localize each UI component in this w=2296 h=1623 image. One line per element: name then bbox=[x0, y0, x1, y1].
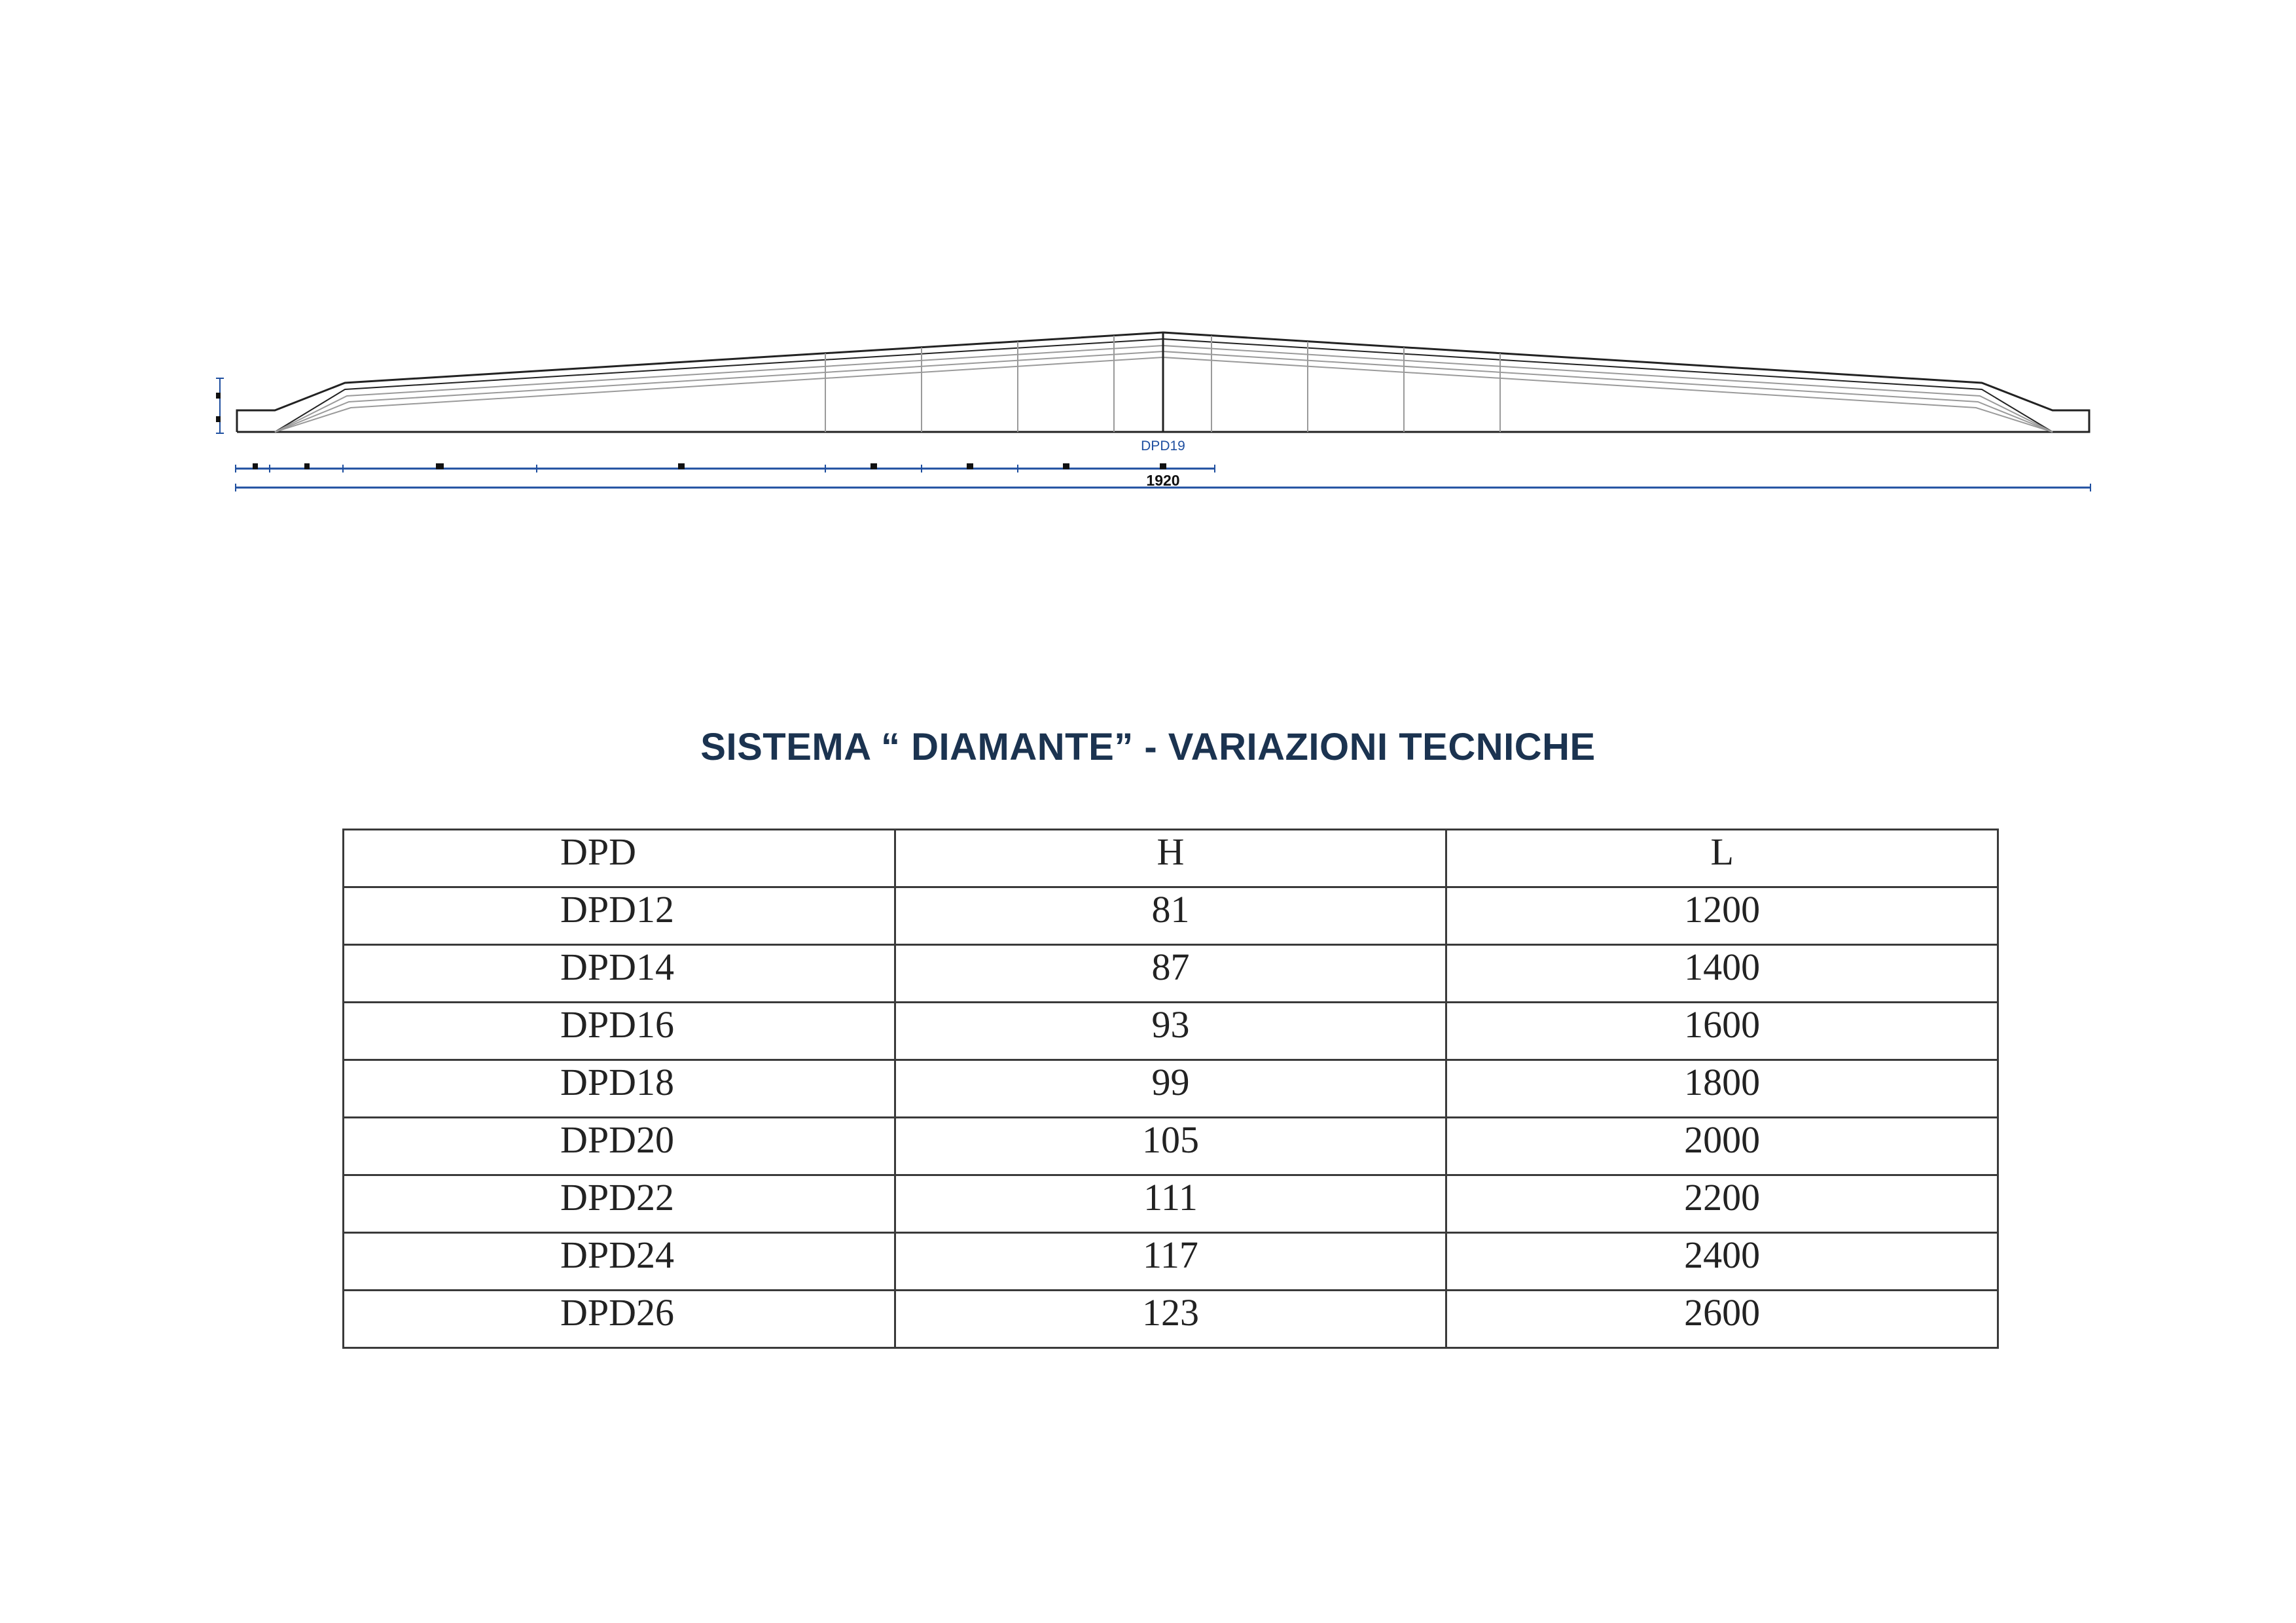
cell-dpd: DPD18 bbox=[344, 1060, 895, 1118]
header-h: H bbox=[895, 830, 1446, 887]
height-dimension bbox=[216, 378, 224, 433]
cell-l: 2200 bbox=[1446, 1175, 1998, 1233]
table-header-row bbox=[344, 830, 1998, 887]
table-body bbox=[344, 887, 1998, 1348]
cell-h: 117 bbox=[895, 1233, 1446, 1291]
header-l: L bbox=[1446, 830, 1998, 887]
cell-l: 1400 bbox=[1446, 945, 1998, 1003]
technical-drawing bbox=[0, 0, 2296, 524]
cell-l: 2000 bbox=[1446, 1118, 1998, 1175]
cell-h: 81 bbox=[895, 887, 1446, 945]
variations-table bbox=[342, 829, 1999, 1349]
cell-h: 123 bbox=[895, 1291, 1446, 1348]
profile-label: DPD19 bbox=[1141, 438, 1185, 454]
table-row bbox=[344, 1003, 1998, 1060]
cell-l: 1600 bbox=[1446, 1003, 1998, 1060]
cell-h: 111 bbox=[895, 1175, 1446, 1233]
table-row bbox=[344, 1118, 1998, 1175]
cell-h: 87 bbox=[895, 945, 1446, 1003]
cell-dpd: DPD20 bbox=[344, 1118, 895, 1175]
cell-dpd: DPD22 bbox=[344, 1175, 895, 1233]
cell-l: 2400 bbox=[1446, 1233, 1998, 1291]
cell-h: 93 bbox=[895, 1003, 1446, 1060]
page-title: SISTEMA “ DIAMANTE” - VARIAZIONI TECNICHE bbox=[700, 726, 1596, 768]
table-row bbox=[344, 945, 1998, 1003]
cell-dpd: DPD16 bbox=[344, 1003, 895, 1060]
cell-dpd: DPD26 bbox=[344, 1291, 895, 1348]
header-dpd: DPD bbox=[344, 830, 895, 887]
cell-dpd: DPD12 bbox=[344, 887, 895, 945]
total-length-label: 1920 bbox=[1146, 472, 1180, 489]
cell-h: 99 bbox=[895, 1060, 1446, 1118]
height-mark-1 bbox=[216, 393, 221, 399]
cell-h: 105 bbox=[895, 1118, 1446, 1175]
table-row bbox=[344, 1060, 1998, 1118]
height-mark-2 bbox=[216, 416, 221, 422]
cell-dpd: DPD14 bbox=[344, 945, 895, 1003]
table-row bbox=[344, 1291, 1998, 1348]
table-row bbox=[344, 887, 1998, 945]
cell-dpd: DPD24 bbox=[344, 1233, 895, 1291]
cell-l: 1200 bbox=[1446, 887, 1998, 945]
table-row bbox=[344, 1175, 1998, 1233]
cell-l: 1800 bbox=[1446, 1060, 1998, 1118]
cell-l: 2600 bbox=[1446, 1291, 1998, 1348]
table-row bbox=[344, 1233, 1998, 1291]
